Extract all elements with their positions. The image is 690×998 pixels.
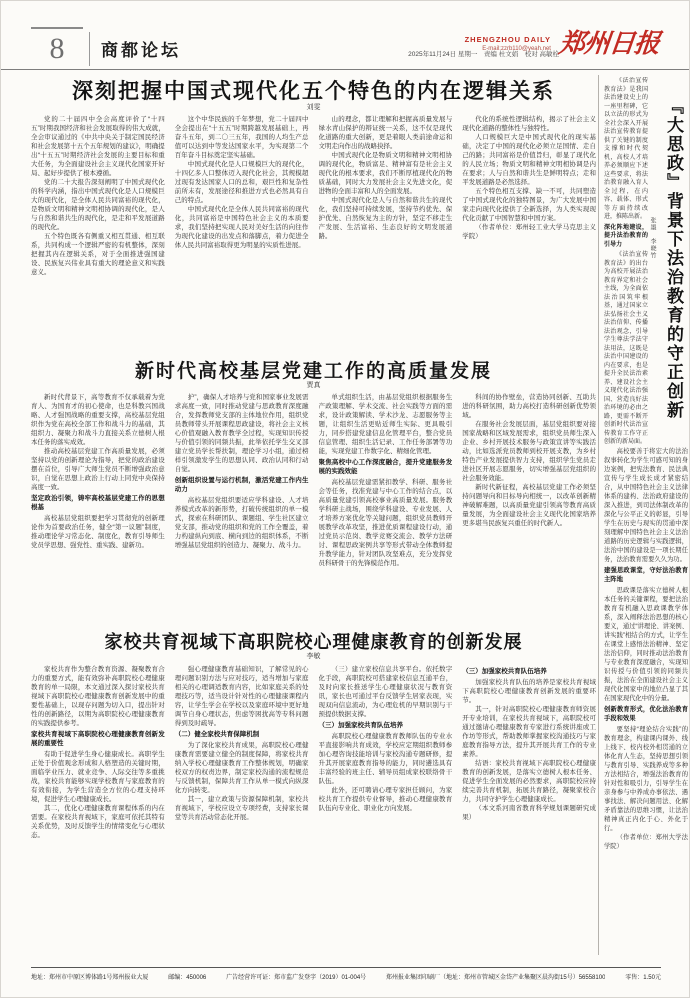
- article2-col4: [462, 393, 596, 623]
- paragraph: 强心理健康教育基础知识，了解常见的心理问题识别方法与应对技巧，适当增加与家庭相关的心理调适教育内容，比如家庭关系的处理技巧等，适当设计针对性的心理健康课程内容，让学生学会在学校以及家庭环境中更好地调节自身心理状态，焦虑等困扰高等专科问题得到及时疏导。: [174, 666, 309, 727]
- paragraph: 护”，确保人才培养与党和国家事业发展需求高度一致，同时推动党建与思政教育深度融合，发挥教师党支部的主体地位作用，组织党员教师带头开展课程思政建设，将社会主义核心价值观融入教育教学全过程，实现知识传授与价值引领的同频共振，此举依托学生交叉部建立党员学长帮扶制，理论学习小组，通过榜样引领激发学生的思想认同、政治认同和行动自觉。: [174, 394, 309, 473]
- paragraph: 加强家校共育队伍的培养是家校共育视域下高职院校心理健康教育创新发展的重要环节。: [462, 679, 596, 704]
- header-divider: [89, 32, 90, 66]
- paragraph: 高校基层党组织要把学习贯彻党的创新理论作为首要政治任务，健全“第一议题”制度，推动理论学习常态化、制度化，教育引导师生党员学思想、强党性、重实践、建新功。: [31, 515, 165, 549]
- paragraph: 高校基层党组织要适应学科建设、人才培养模式改革的新形势，打破传统组织的单一模式，探索在科研团队、课题组、学生社区建立党支部，推动党的组织和党的工作全覆盖，着力构建纵向到底、横向到边的组织体系，不断增强基层党组织的创造力、凝聚力、战斗力。: [174, 497, 309, 549]
- footer-license: 广告经营许可证：郑市监广发登字（2019）01-004号: [226, 975, 367, 981]
- paragraph: 高职院校心理健康教育教师队伍的专业水平直接影响共育成效，学校应定期组织教师参加心理咨询技能培训与家校沟通专题研修，提升其开展家庭教育指导的能力，同时遴选具有丰富经验的班主任、辅导员组成家校联络骨干队伍。: [318, 733, 453, 785]
- paragraph: （作者单位：郑州大学法学院）: [604, 834, 688, 850]
- paragraph: 单式组织生活，由基层党组织根据服务生产政策理解、学术交流、社会实践等方面的需求，设计政策解读、学术沙龙、志愿服务等主题，让组织生活更贴近师生实际、更具吸引力，同步搭建党建信息化管理平台，整合党员信息管理、组织生活记录、工作任务部署等功能，实现党建工作数字化、精细化管理。: [318, 394, 453, 455]
- article1-col4: [462, 115, 596, 353]
- article1-headline: 深刻把握中国式现代化五个特色的内在逻辑关系: [72, 80, 555, 103]
- subheading: 建强思政课堂，守好法治教育主阵地: [604, 567, 688, 583]
- article3-col3: [319, 665, 453, 953]
- paragraph: 人口规模巨大是中国式现代化的现实基础，决定了中国的现代化必须立足国情、走自己的路；共同富裕是价值旨归，彰显了现代化的人民立场；物质文明和精神文明相协调是内在要求；人与自然和谐共生是鲜明特点；走和平发展道路是必然选择。: [462, 134, 596, 186]
- email-address: E-mail:zzrb110@yeah.net: [482, 46, 551, 52]
- article1-byline: 刘雯: [306, 104, 321, 111]
- article2-col2: [175, 393, 309, 623]
- section-title: 商都论坛: [101, 41, 181, 60]
- paragraph: 在服务社会发展层面，基层党组织要对接国家战略和区域发展需求，组织党员师生深入企业、乡村开展技术服务与政策宣讲等实践活动，比如选派党员教师到校开展支教，为乡村特色产业发展提供智力支持，组织学生党员走进社区开展志愿服务，切实增强基层党组织的社会服务效能。: [462, 421, 596, 482]
- paragraph: 《法治宣传教育法》是我国法治建设史上的一座里程碑，它以立法的形式为全社会深入开展法治宣传教育提供了关键的制度支撑和时代契机，高校人才培养必须顺应下述这些要求，将法治教育融入育人全过程，在内容、载体、形式等方面持续改进，推陈出新。: [604, 78, 648, 220]
- paragraph: 科间的协作壁垒，营造协同创新、互助共进的科研氛围，助力高校打造科研创新优势领域。: [462, 394, 596, 419]
- page-footer: [31, 972, 661, 981]
- article3-headline: 家校共育视域下高职院校心理健康教育的创新发展: [104, 632, 523, 652]
- right-article: [604, 77, 688, 955]
- page-number: 8: [49, 32, 65, 65]
- right-article-title-area: [648, 77, 688, 447]
- right-column-divider: [598, 75, 599, 955]
- paragraph: （三）建立家校信息共享平台。依托数字化手段，高职院校可搭建家校信息互通平台，及时向家长推送学生心理健康状况与教育资讯，家长也可通过平台反馈学生居家表现，实现双向信息流动，为心理危机的早期识别与干预提供数据支撑。: [318, 666, 453, 718]
- footer-rule: [31, 967, 661, 968]
- paragraph: 新时代背景下，高等教育不仅承载着为党育人、为国育才的初心使命，也是科教兴国战略、人才强国战略的重要支撑，高校基层党组织作为党在高校全部工作和战斗力的基础，其组织力、凝聚力和战斗力直接关系立德树人根本任务的落实成效。: [31, 394, 165, 446]
- paragraph: 中国式现代化是人口规模巨大的现代化，十四亿多人口整体迈入现代化社会，其规模超过现有发达国家人口的总和，艰巨性和复杂性前所未有，发展途径和推进方式也必然具有自己的特点。: [174, 161, 309, 204]
- right-article-top: [604, 77, 688, 447]
- subheading: 坚定政治引领，铸牢高校基层党建工作的思想根基: [31, 495, 165, 511]
- masthead: [465, 29, 659, 59]
- paragraph: 其一，针对高职院校心理健康教育师资展开专业培训，在家校共育视域下，高职院校可通过邀请心理健康教育专家进行系统讲座或工作坊等形式，帮助教师掌握家校沟通技巧与家庭教育指导方法，提升其开展共育工作的专业素养。: [462, 706, 596, 758]
- paragraph: 党的二十届四中全会高度评价了“十四五”时期我国经济和社会发展取得的伟大成就，全会审议通过的《中共中央关于制定国民经济和社会发展第十五个五年规划的建议》，明确提出“十五五”时期经济社会发展的主要目标和重大任务，为全面建设社会主义现代化国家开好局、起好步提供了根本遵循。: [31, 116, 165, 177]
- page-header: [31, 27, 659, 69]
- dateline: 2025年11月24日 星期一 责编 杜文娟 校对 高敏栓: [408, 51, 559, 58]
- paragraph: 推动高校基层党建工作高质量发展，必须坚持以党的创新理论为指导，把党的政治建设摆在首位，引导广大师生党员不断增强政治意识，自觉在思想上政治上行动上同党中央保持高度一致。: [31, 448, 165, 491]
- paragraph: 结语：家校共育视域下高职院校心理健康教育的创新发展，是落实立德树人根本任务、促进学生全面发展的必然要求，高职院校应持续完善共育机制，拓展共育路径，凝聚家校合力，共同守护学生心理健康成长。: [462, 760, 596, 803]
- paragraph: 要坚持“理论结合实践”的教育理念，构建课内课外、线上线下、校内校外相贯通的立体化育人生态，坚持思想引领与教育引导、实践养成等多种方法相结合，增强法治教育的针对性和吸引力，引导学生在亲身参与中养成办事依法、遇事找法、解决问题用法、化解矛盾靠法的思维习惯，让法治精神真正内化于心、外化于行。: [604, 726, 688, 832]
- paragraph: （本文系河南省教育科学规划课题研究成果）: [462, 805, 596, 821]
- article2-headline: 新时代高校基层党建工作的高质量发展: [134, 361, 492, 382]
- paragraph: 新时代新征程，高校基层党建工作必须坚持问题导向和目标导向相统一，以改革创新精神破解难题，以高质量党建引领高等教育高质量发展，为全面建设社会主义现代化国家培养更多堪当民族复兴重任的时代新人。: [462, 484, 596, 527]
- right-article-body: [604, 447, 688, 955]
- article1-col1: [31, 115, 165, 353]
- footer-price: 零售：1.50元: [625, 975, 661, 981]
- paragraph: 这个中华民族的千年梦想，党二十届四中全会提出在“十五五”时期跨越发展基础上，再奋斗五年，到二〇三五年，我国的人均生产总值可以达到中等发达国家水平，为实现第二个百年奋斗目标奠定坚实基础。: [174, 116, 309, 159]
- newspaper-logo: 郑州日报: [557, 29, 661, 59]
- right-article-vertical-title: 『大思政』背景下法治教育的守正创新: [664, 97, 683, 420]
- article2-body: [31, 393, 596, 623]
- article2-col1: [31, 393, 165, 623]
- paragraph: 山的理念，都让理解和把握高质量发展与绿水青山保护的辩证统一关系，这不仅是现代化道路的重大创新，更是着眼人类前途命运和文明走向作出的战略抉择。: [318, 116, 453, 150]
- article3-byline: 李敏: [306, 653, 321, 660]
- subheading: （二）健全家校共育保障机制: [174, 731, 260, 738]
- page-number-cell: [31, 27, 83, 69]
- article1-col2: [175, 115, 309, 353]
- subheading: 创新组织设置与运行机制，激活党建工作内生动力: [174, 477, 309, 493]
- paragraph: 思政课是落实立德树人根本任务的关键课程，要把法治教育有机融入思政课教学体系，深入阐释法治思想的核心要义，通过“讲理论、讲案例、讲实践”相结合的方式，让学生在课堂上感悟法治精神、坚定法治信仰，同时推动法治教育与专业教育深度融合，实现知识传授与价值引领的同频共振，法治在全面建设社会主义现代化国家中的地位凸显了其在国家现代化中的分量。: [604, 587, 688, 702]
- subheading: 家校共育视域下高职院校心理健康教育创新发展的重要性: [31, 731, 165, 747]
- article2-byline: 贾真: [306, 382, 321, 389]
- right-article-authors: 张墨 李晓竹: [649, 217, 655, 259]
- subheading: 深化阵地建设，提升法治教育的引导力: [604, 224, 648, 248]
- paragraph: 党的二十大报告深刻阐明了中国式现代化的科学内涵，指出中国式现代化是人口规模巨大的现代化，是全体人民共同富裕的现代化，是物质文明和精神文明相协调的现代化，是人与自然和谐共生的现代化，是走和平发展道路的现代化。: [31, 179, 165, 231]
- article2-col3: [319, 393, 453, 623]
- article3-col4: [462, 665, 596, 953]
- article1-body: [31, 115, 596, 353]
- article3-col2: [175, 665, 309, 953]
- subheading: （三）加强家校共育队伍培养: [462, 668, 547, 675]
- paragraph: 《法治宣传教育法》的出台为高校开展法治教育界定和社会主线，为全面依法治国筑牢根基，通过国家立法弘扬社会主义法治信仰、传播法治观念，引导学生尊法学法守法用法，这既是法治中国建设的内在要求，也是提升全民法治素养、建设社会主义现代化法治强国、营造良好法治环境的必由之路，更需不断开创新时代法治宣传教育工作守正创新的新局面。: [604, 252, 648, 445]
- subheading: （三）加强家校共育队伍培养: [318, 722, 403, 729]
- subheading: 创新教育形式，优化法治教育手段和效果: [604, 706, 688, 722]
- footer-address: 地址：郑州市中原区博体路1号郑州报业大厦: [31, 975, 149, 981]
- footer-printer: 郑州报业集团印刷厂（地址：郑州市管城区金岱产业集聚区晨沟街15号）56558100: [386, 975, 606, 981]
- paragraph: 中国式现代化是人与自然和谐共生的现代化，我们坚持可持续发展，坚持节约优先、保护优先、自然恢复为主的方针，坚定不移走生产发展、生活富裕、生态良好的文明发展道路。: [318, 197, 453, 240]
- right-article-intro: [604, 77, 648, 447]
- paragraph: 中国式现代化是全体人民共同富裕的现代化，共同富裕是中国特色社会主义的本质要求，我们坚持把实现人民对美好生活的向往作为现代化建设的出发点和落脚点，着力促进全体人民共同富裕取得更为明显的实质性进展。: [174, 206, 309, 249]
- paragraph: 代化的系统性逻辑结构，揭示了社会主义现代化道路的整体性与独特性。: [462, 116, 596, 132]
- article1-col3: [319, 115, 453, 353]
- paragraph: 高校基层党建需紧扣教学、科研、服务社会等任务，找准党建与中心工作的结合点，以高质量党建引领高校事业高质量发展。服务教学科研主战场，围绕学科建设、专业发展、人才培养方案优化等关键问题，组织党员教师开展教学改革攻坚，推进优质课程建设行动，通过党员示范岗、教学竞赛交流会、教学方法研讨、课程思政案例共享等形式带动全体教师提升教学能力，针对团队攻坚难点，充分发挥党员科研骨干的先锋模范作用。: [318, 479, 453, 567]
- footer-postcode: 邮编：450006: [168, 975, 207, 981]
- paragraph: 家校共育作为整合教育资源、凝聚教育合力的重要方式，能有效弥补高职院校心理健康教育的单一局限，本文通过深入探讨家校共育视域下高职院校心理健康教育创新发展中的重要性基础上，以现存问题为切入口，提出针对性的创新路径，以期为高职院校心理健康教育的实践提供参考。: [31, 666, 165, 727]
- paragraph: 为了深化家校共育成果，高职院校心理健康教育需要建立健全的制度保障，将家校共育纳入学校心理健康教育工作整体规划，明确家校双方的权责边界，制定家校沟通的流程规范与反馈机制，保障共育工作从单一模式向纵深化方向转变。: [174, 742, 309, 794]
- paragraph: 五个特色既各有侧重又相互贯通、相互联系，共同构成一个逻辑严密的有机整体，深刻把握其内在逻辑关系，对于全面推进强国建设、民族复兴伟业具有重大的理论意义和实践意义。: [31, 233, 165, 276]
- article3-body: [31, 665, 596, 953]
- paragraph: 其一，建立政策与资源保障机制，家校共育视域下，学校应设立专项经费，支持家长课堂等共育活动常态化开展。: [174, 796, 309, 821]
- paragraph: 中国式现代化是物质文明和精神文明相协调的现代化，物质富足、精神富有是社会主义现代化的根本要求，我们不断厚植现代化的物质基础，同时大力发展社会主义先进文化，促进物的全面丰富和人的全面发展。: [318, 152, 453, 195]
- paragraph: 其二，优化心理健康教育课程体系的内在需要。在家校共育视域下，家庭可依托其特有关系优势，及时反馈学生的情绪变化与心理状态。: [31, 805, 165, 839]
- paragraph: 五个特色相互支撑、缺一不可，共同塑造了中国式现代化的独特图景，为广大发展中国家走向现代化提供了全新选择，为人类实现现代化贡献了中国智慧和中国方案。: [462, 188, 596, 222]
- paragraph: 有助于促进学生身心健康成长。高职学生正处于价值观念形成和人格塑造的关键时期，面临学业压力、就业竞争、人际交往等多重挑战，家校共育能够实现学校教育与家庭教育的有效衔接，为学生营造全方位的心理支持环境，促进学生心理健康成长。: [31, 751, 165, 803]
- article3-col1: [31, 665, 165, 953]
- paragraph: （作者单位：郑州轻工业大学马克思主义学院）: [462, 224, 596, 240]
- paper-name-english: ZHENGZHOU DAILY: [464, 35, 551, 44]
- header-rule: [1, 69, 690, 70]
- paragraph: 高校要善于将宏大的法治叙事转化为学生可感可知的身边案例，把宪法教育、民法典宣传与学生成长成才紧密结合，从中国特色社会主义法律体系的建构、法治政府建设的深入推进，到司法体制改革的深化与公平正义的彰显，引导学生在历史与现实的贯通中深刻理解中国特色社会主义法治道路的历史逻辑与实践逻辑，法治中国的建设是一项长期任务，法治教育需要久久为功。: [604, 448, 688, 563]
- paragraph: 此外，还可聘请心理专家担任顾问，为家校共育工作提供专业督导，推动心理健康教育队伍向专业化、职业化方向发展。: [318, 787, 453, 812]
- subheading: 聚焦高校中心工作深度融合，提升党建服务发展的实践效能: [318, 459, 453, 475]
